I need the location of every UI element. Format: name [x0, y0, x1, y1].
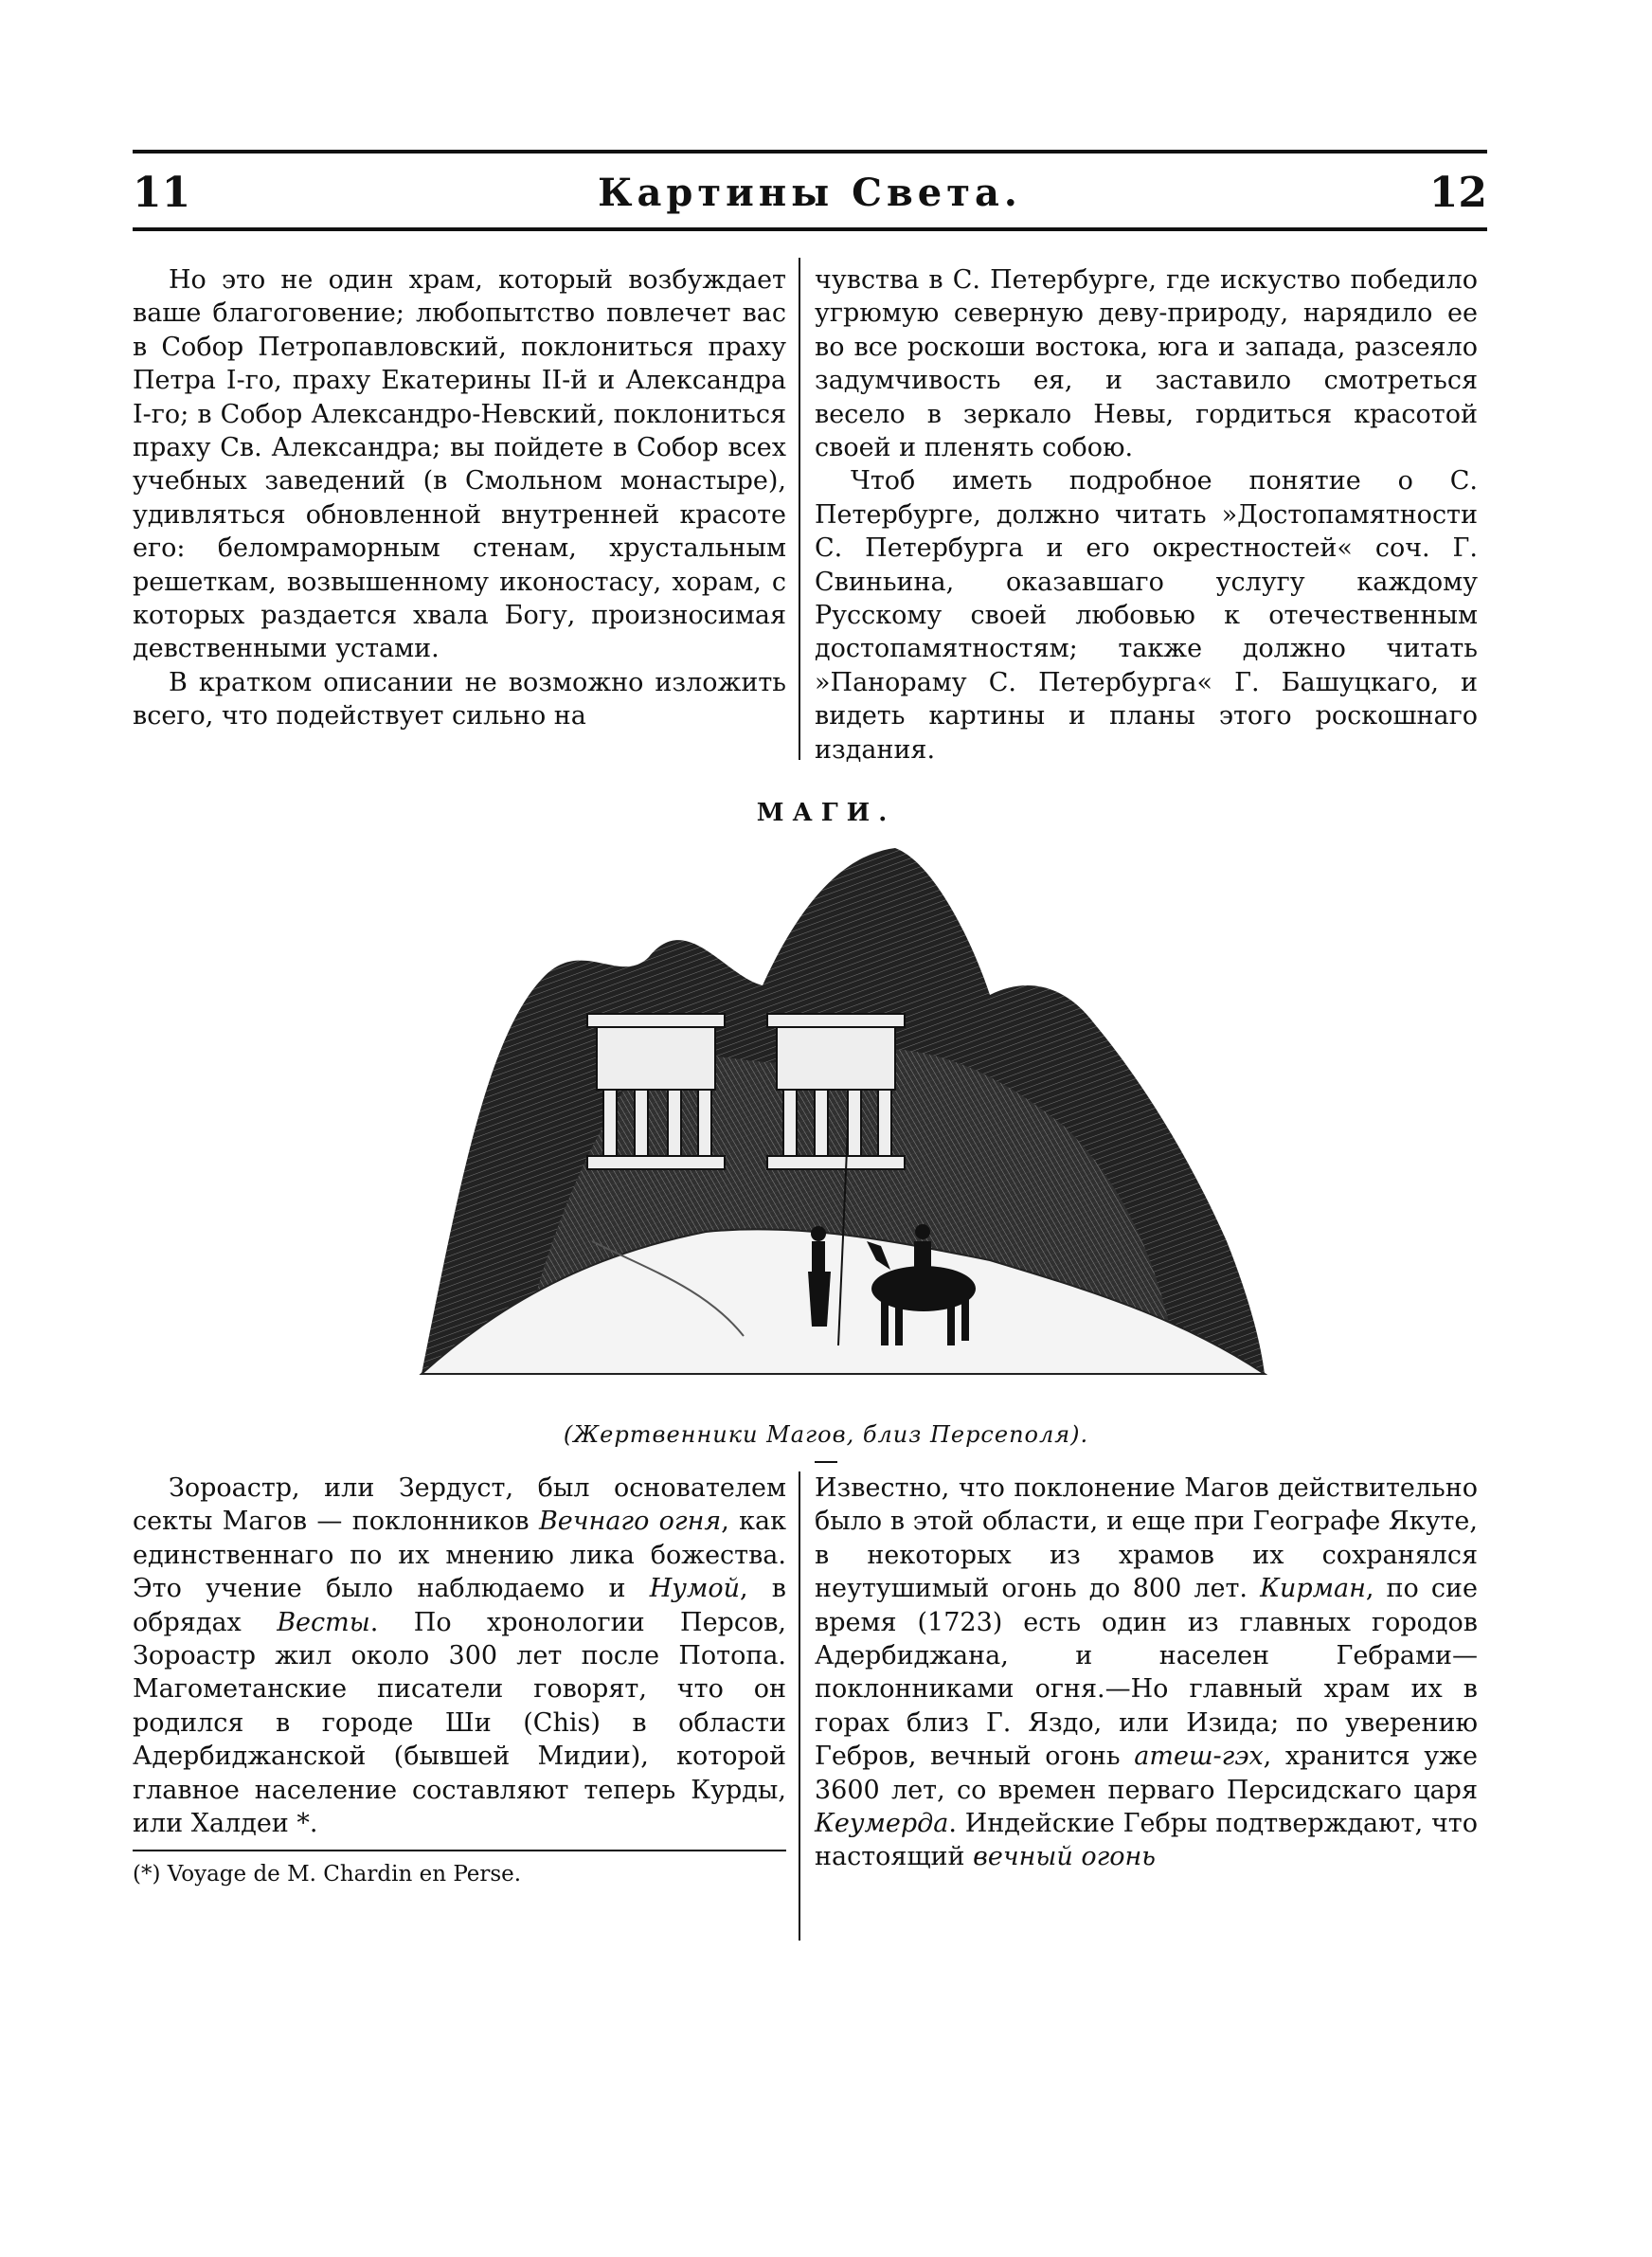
footnote: (*) Voyage de M. Chardin en Perse.	[133, 1862, 522, 1887]
emphasis: атеш-гэх	[1134, 1742, 1264, 1772]
page-number-left: 11	[133, 169, 191, 217]
page-title: Картины Света.	[598, 171, 1022, 215]
caption-rule	[815, 1461, 837, 1463]
page-number-right: 12	[1428, 169, 1487, 217]
paragraph: Чтоб иметь подробное понятие о С. Петербурге, должно читать »Достопамятности С. Петербурга и его окрестностей« соч. Г. Свиньина, оказавшаго услугу каждому Русскому своей любовью к отечественным достопамятностям; также должно читать »Панораму С. Петербурга« Г. Башуцкаго, и видеть картины и планы этого роскошнаго издания.	[815, 466, 1478, 765]
paragraph: чувства в С. Петербурге, где искуство победило угрюмую северную деву-природу, нарядило ее во все роскоши востока, юга и запада, разсеяло задумчивость ея, и заставило смотреться весело в зеркало Невы, гордиться красотой своей и пленять собою.	[815, 265, 1478, 463]
paragraph: Зороастр, или Зердуст, был основателем секты Магов — поклонников Вечнаго огня, как единственнаго по их мнению лика божества. Это учение было наблюдаемо и Нумой, в обрядах Весты. По хронологии Персов, Зороастр жил около 300 лет после Потопа. Магометанские писатели говорят, что он родился в городе Ши (Chis) в области Адербиджанской (бывшей Мидии), которой главное население составляют теперь Курды, или Халдеи *.	[133, 1473, 787, 1839]
emphasis: Вечнаго огня	[538, 1507, 722, 1537]
emphasis: Нумой	[649, 1574, 740, 1604]
footnote-rule	[133, 1850, 786, 1851]
paragraph: Известно, что поклонение Магов действительно было в этой области, и еще при Географе Якуте, в некоторых из храмов их сохранялся неутушимый огонь до 800 лет. Кирман, по сие время (1723) есть один из главных городов Адербиджана, и населен Гебрами—поклонниками огня.—Но главный храм их в горах близ Г. Яздо, или Изида; по уверению Гебров, вечный огонь атеш-гэх, хранится уже 3600 лет, со времен перваго Персидскаго царя Кеумерда. Индейские Гебры подтверждают, что настоящий вечный огонь	[815, 1473, 1478, 1872]
page-header	[133, 169, 1487, 218]
lower-left-column	[133, 1472, 786, 1840]
paragraph: В кратком описании не возможно изложить всего, что подействует сильно на	[133, 667, 786, 731]
emphasis: Кеумерда	[815, 1809, 949, 1839]
figure-caption: (Жертвенники Магов, близ Персеполя).	[563, 1421, 1089, 1448]
header-rule-bottom	[133, 227, 1487, 231]
paragraph: Но это не один храм, который возбуждает ваше благоговение; любопытство повлечет вас в Собор Петропавловский, поклониться праху Петра I-го, праху Екатерины II-й и Александра I-го; в Собор Александро-Невский, поклониться праху Св. Александра; вы пойдете в Собор всех учебных заведений (в Смольном монастыре), удивляться обновленной внутренней красоте его: беломраморным стенам, хрустальным решеткам, возвышенному иконостасу, хорам, с которых раздается хвала Богу, произносимая девственными устами.	[133, 265, 786, 664]
column-divider-upper	[799, 258, 800, 760]
header-rule-top	[133, 150, 1487, 153]
section-title: МАГИ.	[756, 799, 896, 827]
upper-right-column	[815, 263, 1478, 767]
emphasis: вечный огонь	[973, 1842, 1157, 1872]
upper-left-column	[133, 263, 786, 733]
engraving-illustration	[403, 843, 1279, 1412]
emphasis: Кирман	[1260, 1574, 1366, 1604]
emphasis: Весты	[277, 1607, 370, 1637]
lower-right-column	[815, 1472, 1478, 1874]
column-divider-lower	[799, 1472, 800, 1941]
